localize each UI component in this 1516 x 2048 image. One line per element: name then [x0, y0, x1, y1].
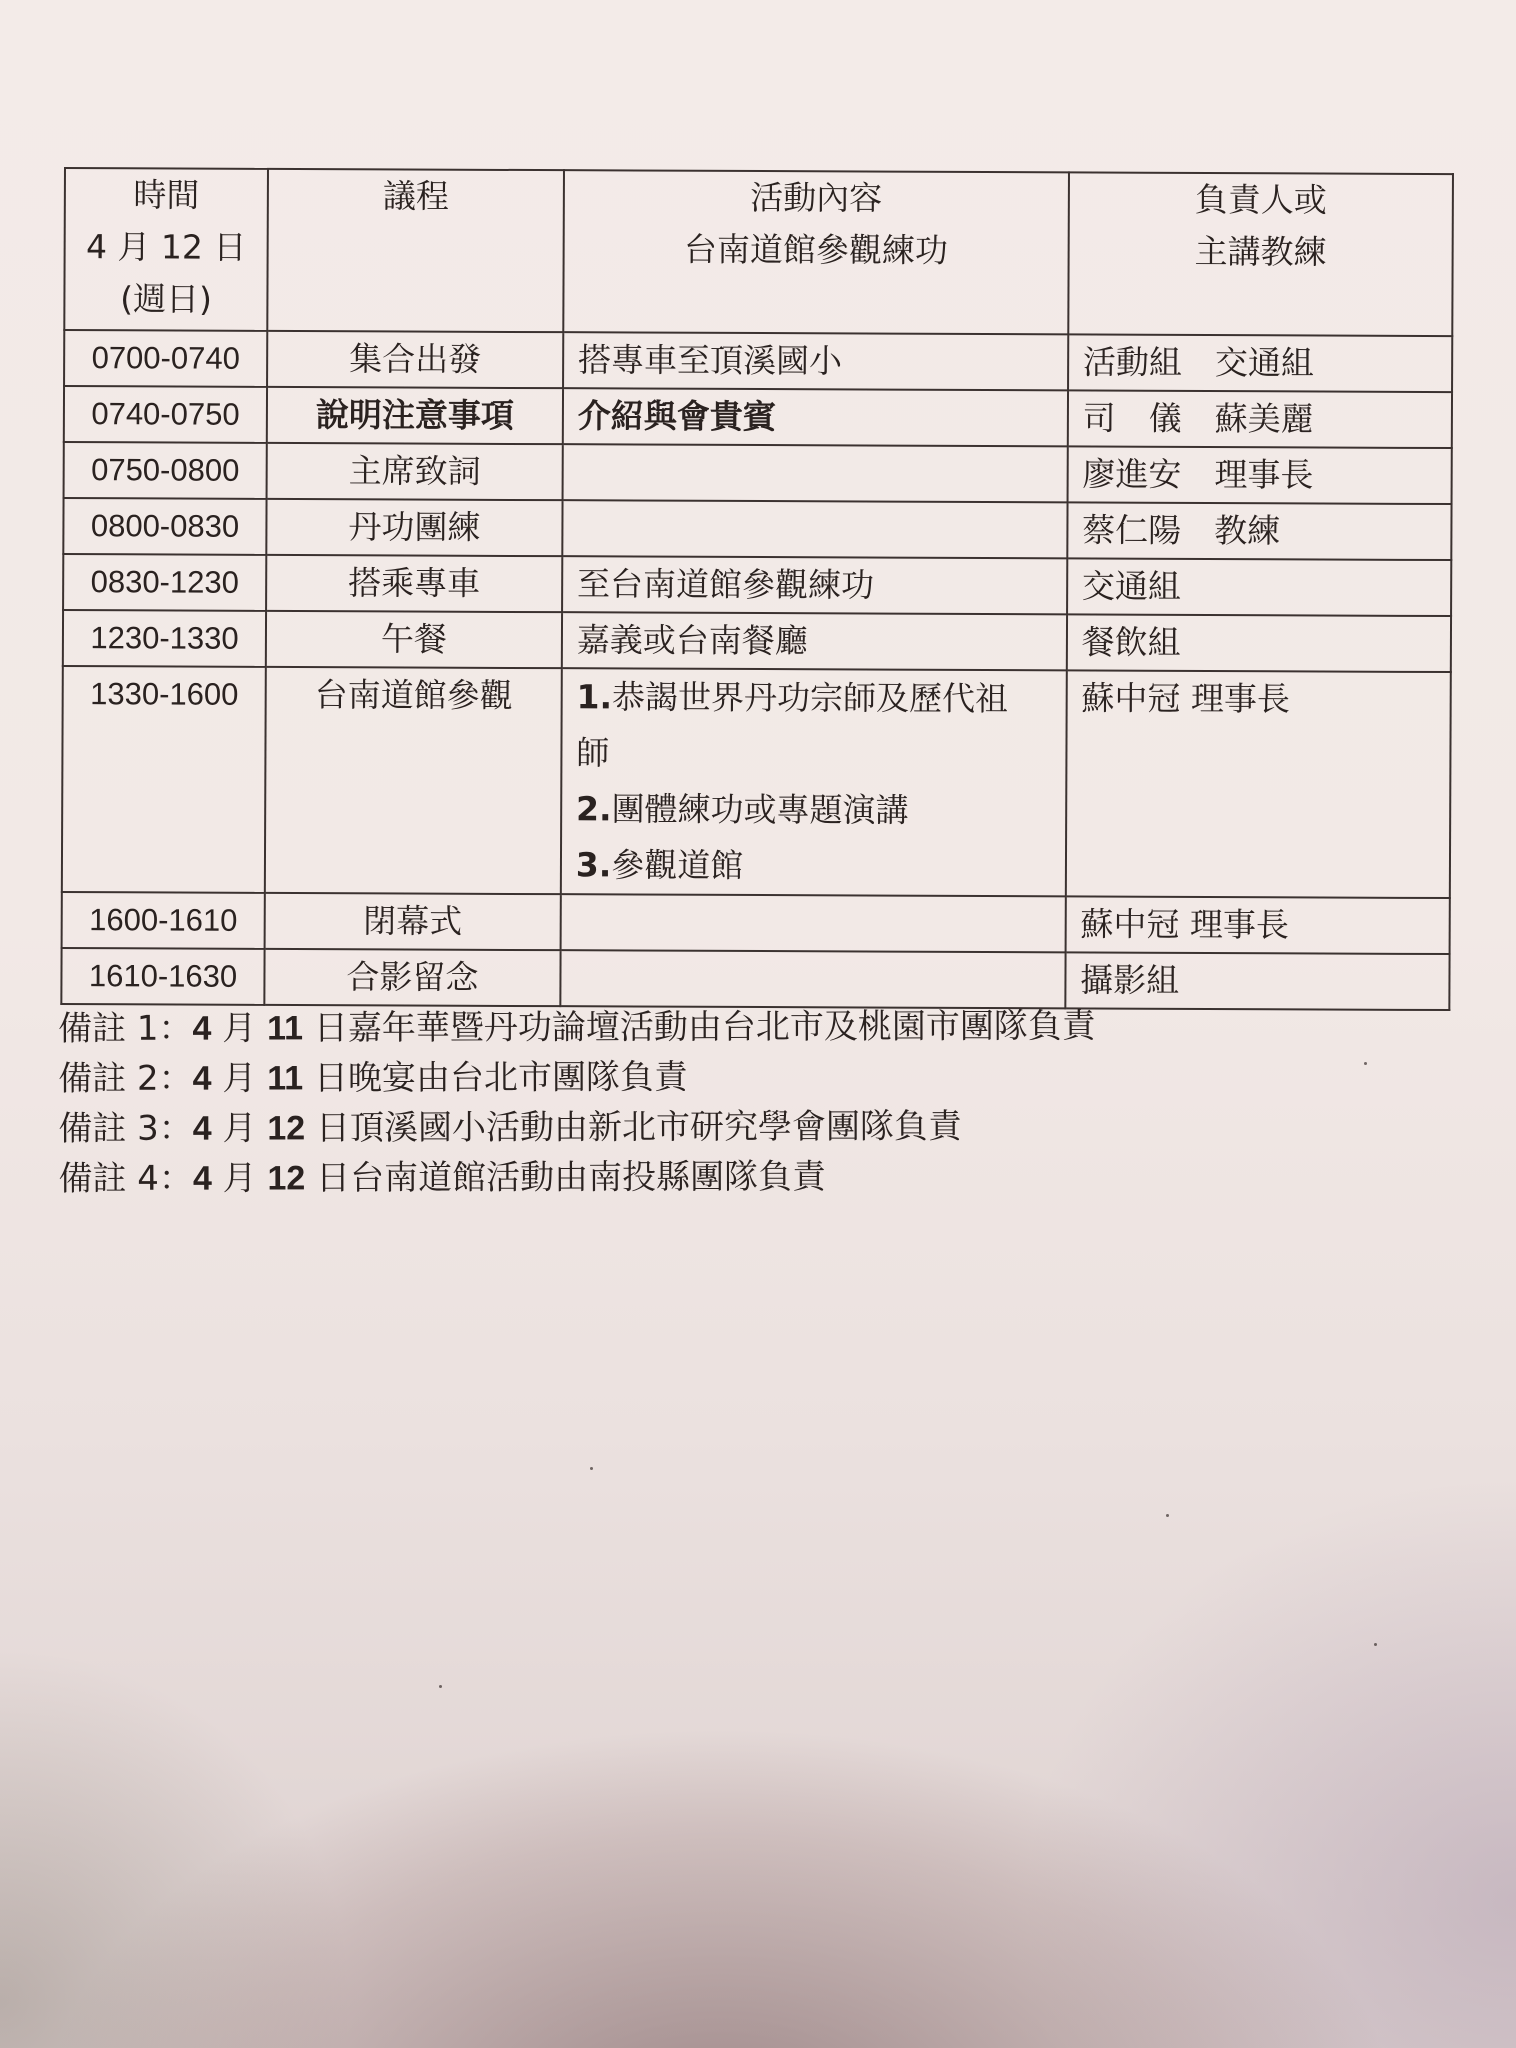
note-line: [58, 1001, 1096, 1054]
row-person: 蘇中冠 理事長: [1065, 896, 1449, 954]
table-row: [63, 554, 1451, 616]
note-lead: 備註 2：: [58, 1058, 193, 1099]
list-item-text: 團體練功或專題演講: [611, 789, 909, 830]
list-item: [576, 781, 1065, 839]
row-person: 蔡仁陽 教練: [1067, 502, 1451, 560]
table-row: [64, 330, 1452, 392]
header-time-date: 4 月 12 日: [85, 227, 247, 267]
row-person: 蘇中冠 理事長: [1066, 670, 1451, 898]
paper-speck: [590, 1467, 593, 1470]
row-agenda: 午餐: [266, 611, 562, 668]
row-agenda: 丹功團練: [266, 499, 562, 556]
row-content: 至台南道館參觀練功: [562, 556, 1067, 614]
row-person: 攝影組: [1065, 952, 1449, 1010]
note-lead: 備註 1：: [58, 1008, 193, 1049]
paper-speck: [439, 1685, 442, 1688]
note-lead: 備註 4：: [58, 1158, 193, 1199]
row-time: 0800-0830: [63, 498, 266, 555]
row-content: 介紹與會貴賓: [563, 388, 1068, 446]
row-agenda: 集合出發: [267, 331, 563, 388]
table-row: [62, 666, 1451, 898]
list-item: [576, 725, 1065, 783]
row-content: [560, 894, 1065, 952]
note-month-unit: 月: [211, 1108, 268, 1149]
list-item: [576, 837, 1065, 895]
row-content: [562, 500, 1067, 558]
note-month: 4: [192, 1159, 212, 1198]
row-agenda: 搭乘專車: [266, 555, 562, 612]
row-person: 廖進安 理事長: [1067, 446, 1451, 504]
header-row: [64, 168, 1453, 336]
row-time: 0700-0740: [64, 330, 267, 387]
row-time: 0830-1230: [63, 554, 266, 611]
header-person: [1068, 172, 1453, 336]
note-text: 日嘉年華暨丹功論壇活動由台北市及桃園市團隊負責: [302, 1006, 1096, 1049]
paper-speck: [1364, 1062, 1367, 1065]
list-item-number: 1.: [576, 677, 613, 717]
row-agenda: 閉幕式: [265, 893, 561, 950]
note-line: [58, 1151, 1096, 1204]
header-agenda-label: 議程: [382, 176, 449, 216]
row-content: 嘉義或台南餐廳: [562, 612, 1067, 670]
row-person: 交通組: [1067, 558, 1451, 616]
note-line: [58, 1101, 1096, 1154]
note-month-unit: 月: [211, 1058, 268, 1099]
note-day: 11: [267, 1009, 304, 1048]
row-agenda: 說明注意事項: [267, 387, 563, 444]
row-time: 0740-0750: [64, 386, 267, 443]
note-month: 4: [192, 1109, 212, 1148]
header-content: [563, 170, 1069, 334]
paper-speck: [1374, 1643, 1377, 1646]
note-day: 12: [267, 1159, 306, 1198]
row-agenda: 台南道館參觀: [265, 667, 562, 894]
table-row: [63, 498, 1451, 560]
list-item-text: 參觀道館: [611, 845, 744, 885]
note-day: 12: [267, 1109, 306, 1148]
note-text: 日頂溪國小活動由新北市研究學會團隊負責: [305, 1106, 963, 1149]
note-day: 11: [267, 1059, 304, 1098]
row-content: [561, 668, 1067, 896]
row-time: 0750-0800: [64, 442, 267, 499]
row-time: 1230-1330: [63, 610, 266, 667]
content-list: [576, 669, 1066, 895]
note-text: 日晚宴由台北市團隊負責: [303, 1057, 689, 1099]
list-item-number: 3.: [575, 845, 612, 885]
note-line: [58, 1051, 1096, 1104]
schedule-table: [60, 167, 1454, 1011]
row-time: 1610-1630: [61, 948, 264, 1005]
header-agenda: [267, 169, 563, 332]
list-item-number: 2.: [575, 789, 612, 829]
row-time: 1600-1610: [62, 892, 265, 949]
table-row: [62, 892, 1450, 954]
list-item-text: 恭謁世界丹功宗師及歷代祖: [611, 677, 1009, 719]
note-month-unit: 月: [211, 1158, 268, 1199]
table-row: [63, 610, 1451, 672]
header-time: [64, 168, 268, 331]
header-person-line2: 主講教練: [1194, 231, 1327, 272]
row-content: [560, 950, 1065, 1008]
list-item-text: 師: [576, 733, 610, 773]
header-content-line2: 台南道館參觀練功: [683, 229, 949, 270]
list-item: [576, 669, 1065, 727]
row-agenda: 合影留念: [265, 949, 561, 1006]
note-month: 4: [192, 1059, 212, 1098]
note-text: 日台南道館活動由南投縣團隊負責: [305, 1156, 827, 1199]
row-content: [562, 444, 1067, 502]
note-lead: 備註 3：: [58, 1108, 193, 1149]
row-person: 活動組 交通組: [1068, 334, 1452, 392]
row-content: 搭專車至頂溪國小: [563, 332, 1068, 390]
header-person-line1: 負責人或: [1194, 179, 1327, 220]
table-row: [61, 948, 1449, 1010]
row-person: 司 儀 蘇美麗: [1068, 390, 1452, 448]
header-time-day: (週日): [120, 279, 212, 319]
paper-speck: [1166, 1514, 1169, 1517]
table-row: [64, 442, 1452, 504]
note-month: 4: [192, 1009, 212, 1048]
row-person: 餐飲組: [1067, 614, 1451, 672]
header-content-line1: 活動內容: [750, 177, 883, 218]
row-time: 1330-1600: [62, 666, 266, 893]
table-row: [64, 386, 1452, 448]
header-time-title: 時間: [133, 175, 200, 215]
note-month-unit: 月: [211, 1008, 268, 1049]
notes-section: [58, 1001, 1096, 1204]
row-agenda: 主席致詞: [267, 443, 563, 500]
